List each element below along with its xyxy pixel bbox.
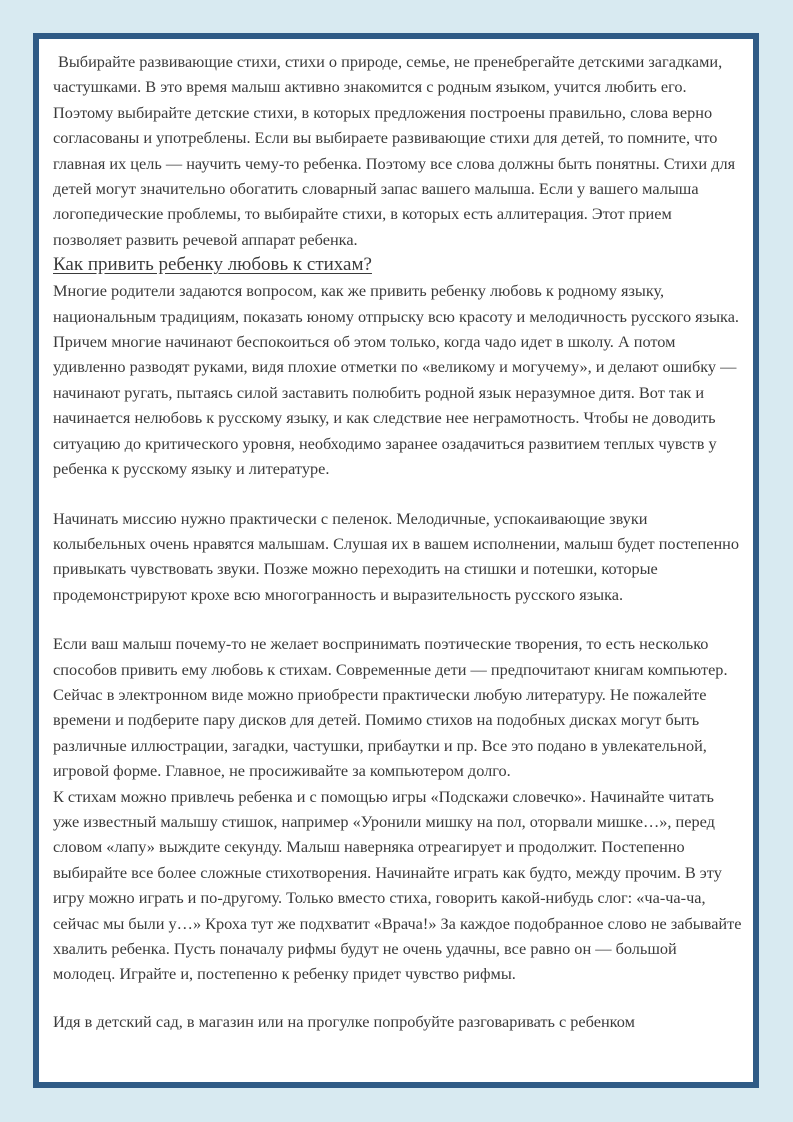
intro-paragraph: Выбирайте развивающие стихи, стихи о природе, семье, не пренебрегайте детскими загадками, частушками. В это время малыш активно знакомится с родным языком, учится любить его. Поэтому выбирайте детские стихи, в которых предложения построены правильно, слова верно согласованы и употреблены. Если вы выбираете развивающие стихи для детей, то помните, что главная их цель — научить чему-то ребенка. Поэтому все слова должны быть понятны. Стихи для детей могут значительно обогатить словарный запас вашего малыша. Если у вашего малыша логопедические проблемы, то выбирайте стихи, в которых есть аллитерация. Этот прием позволяет развить речевой аппарат ребенка. [53,52,736,249]
section-heading: Как привить ребенку любовь к стихам? [53,254,372,276]
paragraph-infancy: Начинать миссию нужно практически с пеленок. Мелодичные, успокаивающие звуки колыбельных очень нравятся малышам. Слушая их в вашем исполнении, малыш будет постепенно привыкать чувствовать звуки. Позже можно переходить на стишки и потешки, которые продемонстрируют крохе всю многогранность и выразительность русского языка. [53,508,740,604]
paragraph-computer: Если ваш малыш почему-то не желает воспринимать поэтические творения, то есть несколько способов привить ему любовь к стихам. Современные дети — предпочитают книгам компьютер. Сейчас в электронном виде можно приобрести практически любую литературу. Не пожалейте времени и подберите пару дисков для детей. Помимо стихов на подобных дисках могут быть различные иллюстрации, загадки, частушки, прибаутки и пр. Все это подано в увлекательной, игровой форме. Главное, не просиживайте за компьютером долго. [53,634,728,781]
page-frame [33,33,759,1088]
paragraph-parents: Многие родители задаются вопросом, как же привить ребенку любовь к родному языку, национальным традициям, показать юному отпрыску всю красоту и мелодичность русского языка. Причем многие начинают беспокоиться об этом только, когда чадо идет в школу. А потом удивленно разводят руками, видя плохие отметки по «великому и могучему», и делают ошибку — начинают ругать, пытаясь силой заставить полюбить родной язык неразумное дитя. Вот так и начинается нелюбовь к русскому языку, и как следствие нее неграмотность. Чтобы не доводить ситуацию до критического уровня, необходимо заранее озадачиться развитием теплых чувств у ребенка к русскому языку и литературе. [53,281,739,479]
paragraph-game: К стихам можно привлечь ребенка и с помощью игры «Подскажи словечко». Начинайте читать уже известный малышу стишок, например «Уронили мишку на пол, оторвали мишке…», перед словом «лапу» выждите секунду. Малыш наверняка отреагирует и продолжит. Постепенно выбирайте все более сложные стихотворения. Начинайте играть как будто, между прочим. В эту игру можно играть и по-другому. Только вместо стиха, говорить какой-нибудь слог: «ча-ча-ча, сейчас мы были у…» Кроха тут же подхватит «Врача!» За каждое подобранное слово не забывайте хвалить ребенка. Пусть поначалу рифмы будут не очень удачны, все равно он — большой молодец. Играйте и, постепенно к ребенку придет чувство рифмы. [53,786,742,984]
paragraph-conversation: Идя в детский сад, в магазин или на прогулке попробуйте разговаривать с ребенком [53,1011,635,1031]
article-body [53,49,743,1034]
